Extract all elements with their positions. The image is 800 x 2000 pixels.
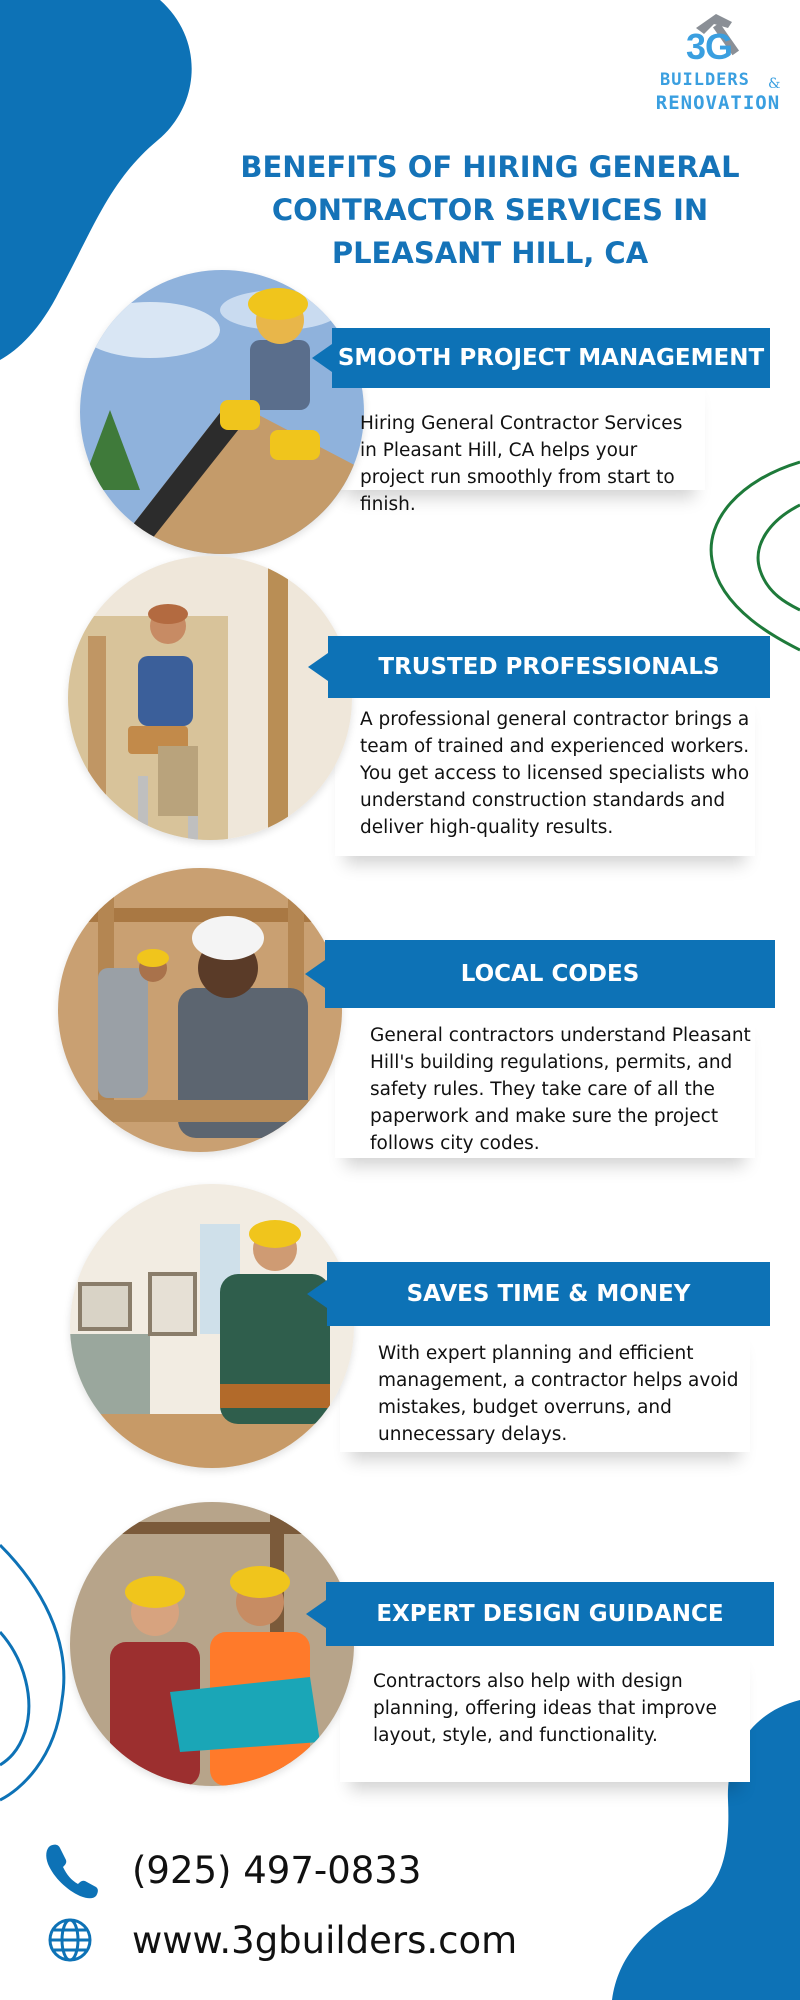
brand-logo (648, 10, 788, 115)
benefit-description: A professional general contractor brings a team of trained and experienced workers. You get access to licensed specialists who understand construction standards and deliver high-quality results. (360, 709, 750, 838)
benefit-heading: SMOOTH PROJECT MANAGEMENT (337, 345, 765, 371)
benefit-heading: TRUSTED PROFESSIONALS (378, 654, 720, 680)
phone-icon (40, 1840, 100, 1900)
smiling-contractor-photo (58, 868, 342, 1152)
benefit-heading-banner (332, 328, 770, 388)
logo-word-renovation: RENOVATION (655, 92, 781, 114)
benefit-description: Contractors also help with design planning, offering ideas that improve layout, style, and functionality. (373, 1671, 717, 1746)
benefit-section-3 (0, 868, 800, 1168)
benefit-section-1 (0, 270, 800, 560)
benefit-heading-banner (327, 1262, 770, 1326)
page-title: BENEFITS OF HIRING GENERAL CONTRACTOR SERVICES IN PLEASANT HILL, CA (240, 150, 740, 270)
contact-phone[interactable] (40, 1840, 421, 1900)
benefit-heading: LOCAL CODES (460, 961, 640, 987)
benefit-description: With expert planning and efficient management, a contractor helps avoid mistakes, budget overruns, and unnecessary delays. (378, 1343, 739, 1445)
benefit-section-2 (0, 556, 800, 876)
globe-icon (40, 1910, 100, 1970)
logo-ampersand: & (768, 76, 781, 92)
benefit-heading-banner (326, 1582, 774, 1646)
benefit-section-5 (0, 1502, 800, 1802)
website-url[interactable]: www.3gbuilders.com (132, 1918, 518, 1962)
worker-on-ladder-photo (68, 556, 352, 840)
phone-number[interactable]: (925) 497-0833 (132, 1848, 422, 1892)
benefit-description: Hiring General Contractor Services in Pleasant Hill, CA helps your project run smoothly from start to finish. (360, 413, 683, 515)
roofer-photo (80, 270, 364, 554)
benefit-heading-banner (328, 636, 770, 698)
logo-mark: 3G (685, 26, 733, 67)
blueprint-review-photo (70, 1502, 354, 1786)
bathroom-contractor-photo (70, 1184, 354, 1468)
benefit-heading: SAVES TIME & MONEY (406, 1281, 691, 1307)
benefit-section-4 (0, 1184, 800, 1494)
benefit-heading-banner (325, 940, 775, 1008)
benefit-heading: EXPERT DESIGN GUIDANCE (376, 1601, 724, 1627)
contact-website[interactable] (40, 1910, 517, 1970)
logo-word-builders: BUILDERS (660, 70, 750, 90)
benefit-description: General contractors understand Pleasant Hill's building regulations, permits, and safety rules. They take care of all the paperwork and make sure the project follows city codes. (370, 1025, 751, 1154)
